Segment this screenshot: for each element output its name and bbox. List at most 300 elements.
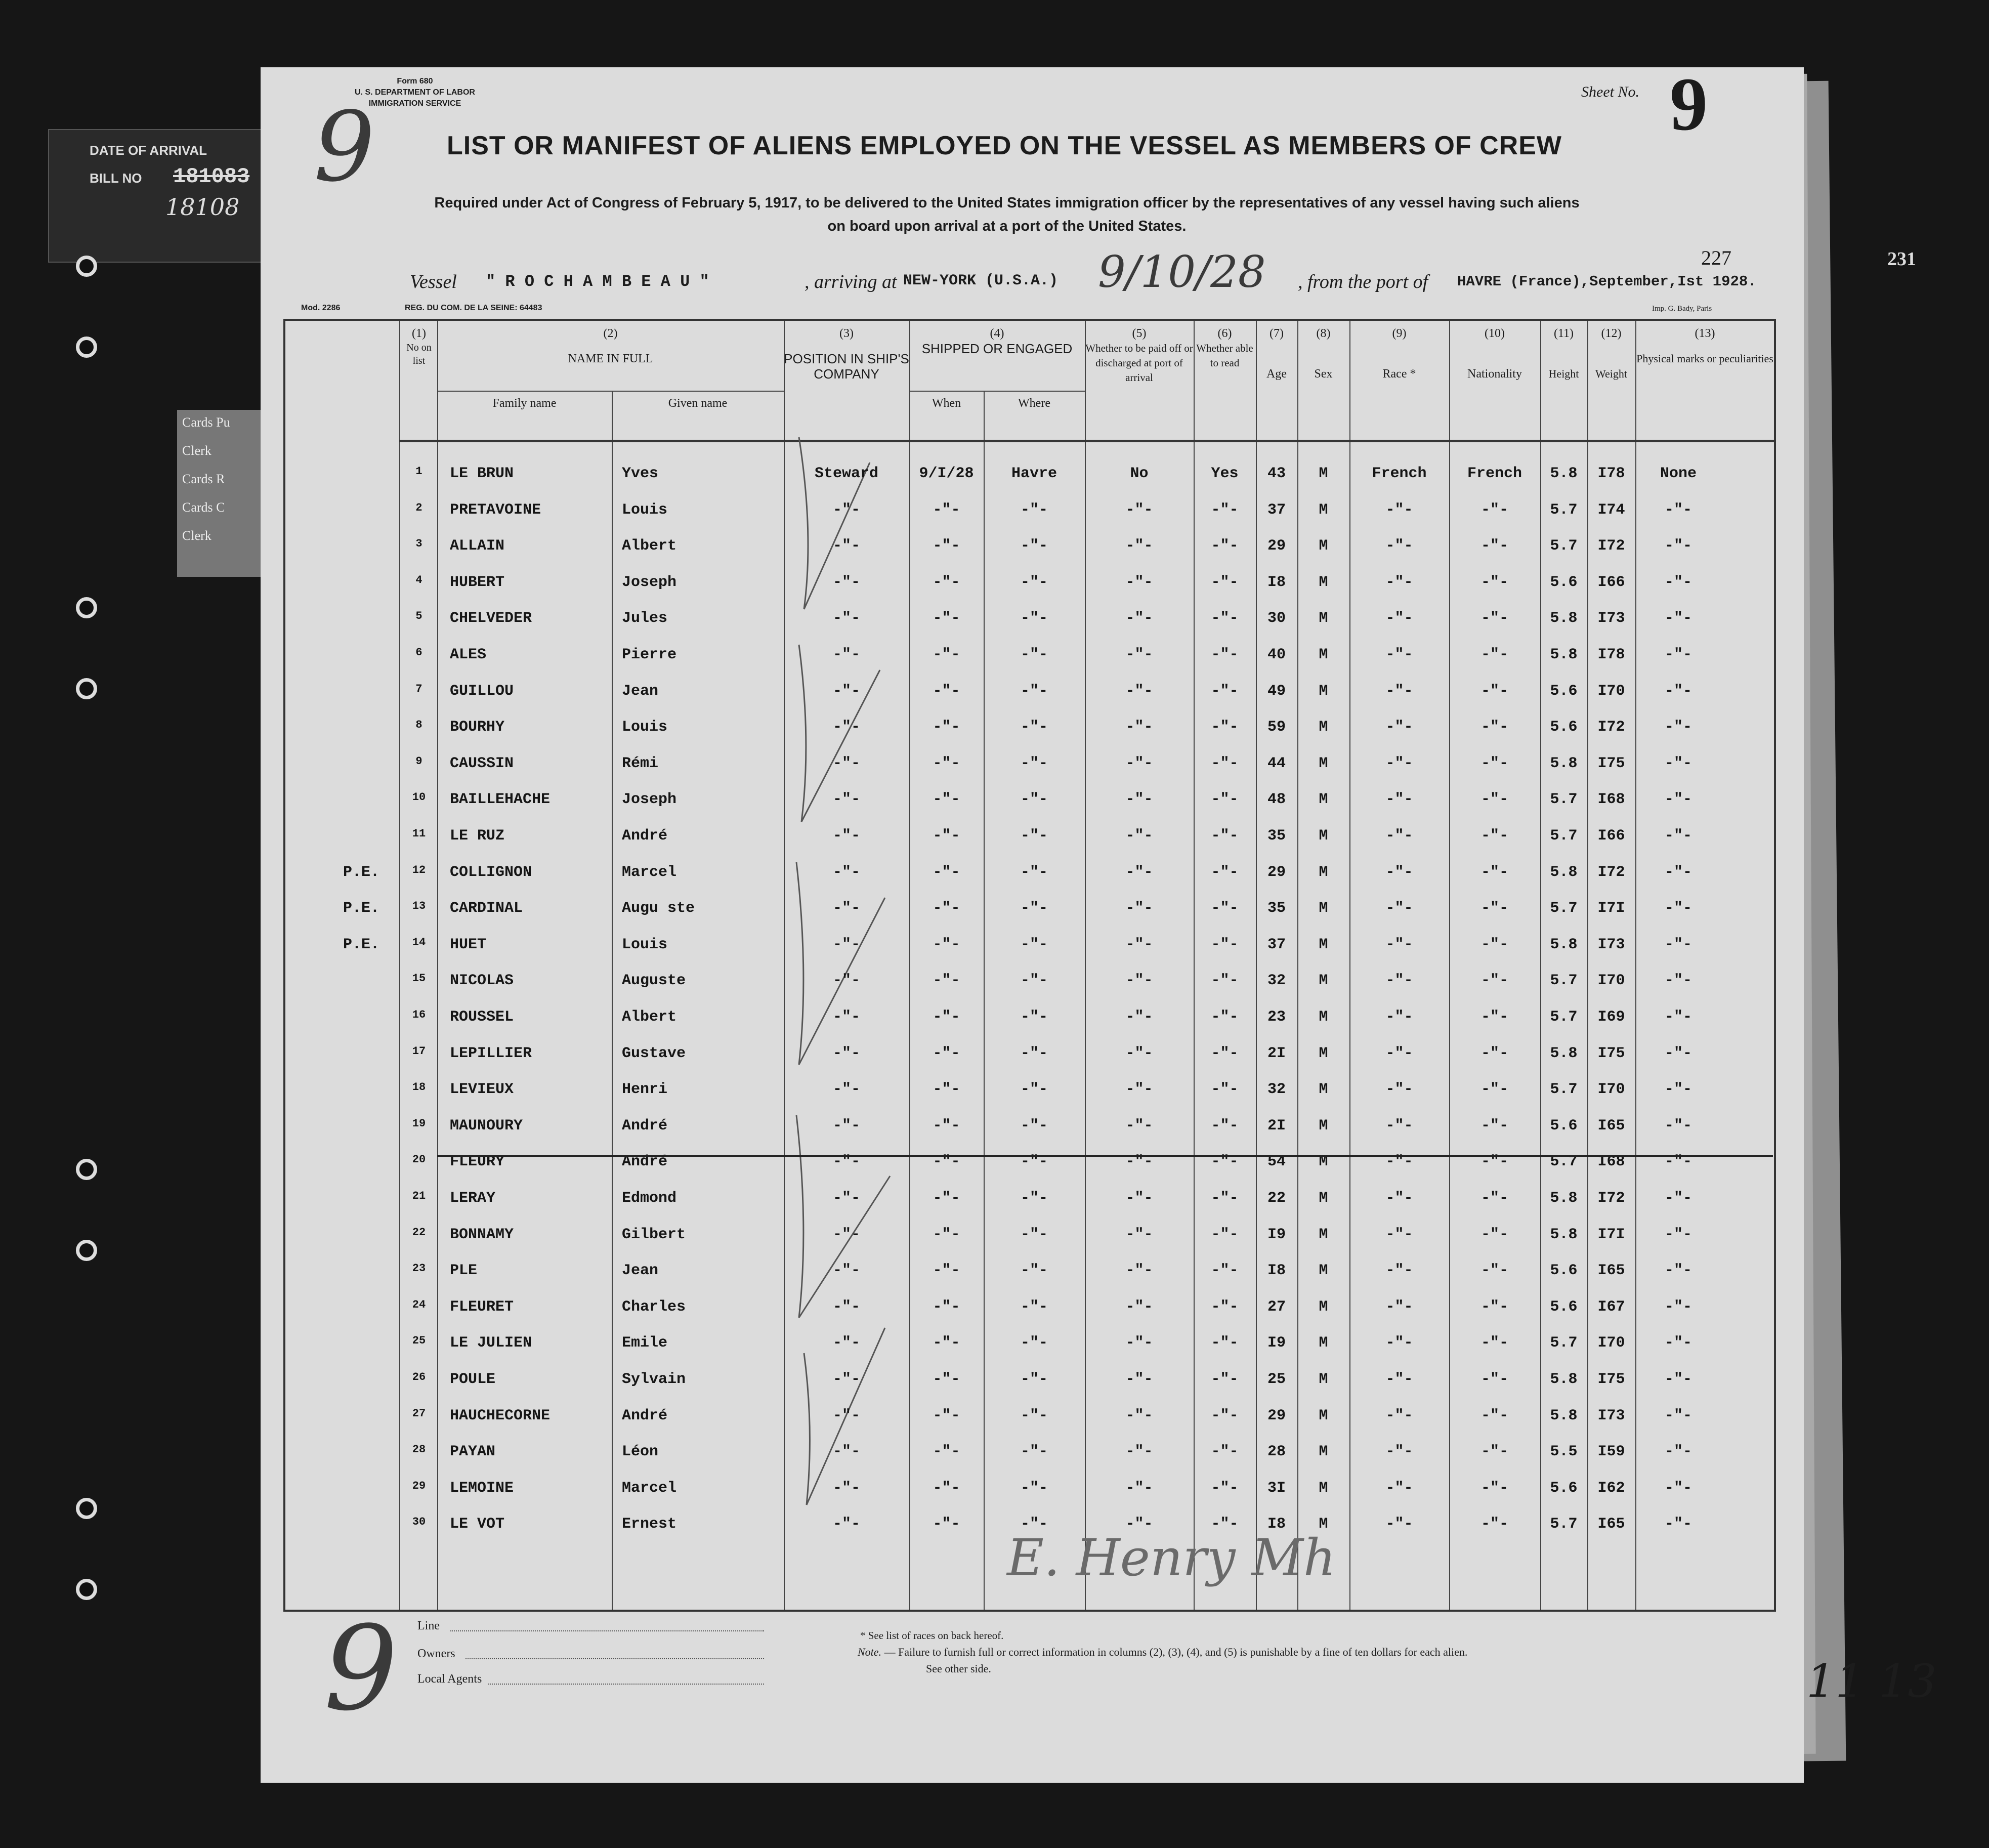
cell-when: -"- <box>933 682 960 700</box>
cell-read: -"- <box>1211 936 1239 953</box>
cell-no: 25 <box>412 1334 426 1348</box>
cell-marks: -"- <box>1664 1371 1692 1388</box>
cell-family: HUBERT <box>450 573 505 591</box>
cell-where: -"- <box>1020 1516 1048 1533</box>
cell-no: 14 <box>412 936 426 949</box>
cell-marks: -"- <box>1664 1298 1692 1316</box>
cell-marks: -"- <box>1664 1226 1692 1243</box>
cell-height: 5.6 <box>1550 1262 1578 1280</box>
cell-sex: M <box>1319 1153 1328 1171</box>
cell-no: 18 <box>412 1081 426 1094</box>
footer-note <box>858 1646 1467 1659</box>
handwritten-9-top: 9 <box>314 91 375 203</box>
cell-sex: M <box>1319 1371 1328 1388</box>
cell-age: 29 <box>1267 863 1286 881</box>
cell-given: Joseph <box>622 791 677 809</box>
cell-sex: M <box>1319 754 1328 772</box>
cell-no: 30 <box>412 1516 426 1529</box>
cell-weight: I65 <box>1597 1516 1625 1533</box>
cell-height: 5.8 <box>1550 863 1578 881</box>
cell-race: -"- <box>1385 1009 1413 1026</box>
cell-position: -"- <box>832 682 860 700</box>
cell-paid: -"- <box>1125 573 1153 591</box>
cell-weight: I66 <box>1597 827 1625 845</box>
cell-marks: -"- <box>1664 682 1692 700</box>
cell-family: LEPILLIER <box>450 1044 532 1062</box>
cell-race: -"- <box>1385 936 1413 953</box>
cell-where: -"- <box>1020 719 1048 736</box>
cell-no: 23 <box>412 1262 426 1275</box>
cell-paid: -"- <box>1125 1117 1153 1135</box>
cell-read: -"- <box>1211 1371 1239 1388</box>
cell-age: 54 <box>1267 1153 1286 1171</box>
footer-line-rule <box>450 1630 764 1631</box>
col4-label: SHIPPED OR ENGAGED <box>921 341 1073 356</box>
cell-family: PRETAVOINE <box>450 501 541 519</box>
cell-given: Marcel <box>622 1479 677 1497</box>
cell-sex: M <box>1319 1516 1328 1533</box>
col11-num: (11) <box>1553 327 1574 340</box>
table-row <box>285 1334 1774 1371</box>
cell-sex: M <box>1319 501 1328 519</box>
table-row <box>285 1009 1774 1045</box>
cell-marks: -"- <box>1664 1479 1692 1497</box>
cell-where: -"- <box>1020 1153 1048 1171</box>
table-row <box>285 791 1774 827</box>
cell-sex: M <box>1319 1443 1328 1461</box>
cell-position: -"- <box>832 972 860 990</box>
cell-family: PAYAN <box>450 1443 496 1461</box>
cell-marks: -"- <box>1664 537 1692 555</box>
table-row <box>285 1443 1774 1480</box>
cell-weight: I78 <box>1597 646 1625 663</box>
cell-weight: I62 <box>1597 1479 1625 1497</box>
cell-height: 5.5 <box>1550 1443 1578 1461</box>
cell-weight: I66 <box>1597 573 1625 591</box>
cell-read: -"- <box>1211 573 1239 591</box>
page-subtitle <box>354 191 1660 238</box>
cell-position: -"- <box>832 719 860 736</box>
sheet-number: 9 <box>1670 62 1708 146</box>
cell-no: 24 <box>412 1298 426 1311</box>
cell-paid: -"- <box>1125 1009 1153 1026</box>
table-row <box>285 1298 1774 1335</box>
cell-height: 5.7 <box>1550 791 1578 809</box>
cell-position: -"- <box>832 1226 860 1243</box>
cell-weight: I68 <box>1597 1153 1625 1171</box>
table-row <box>285 864 1774 900</box>
cell-given: Jean <box>622 1262 659 1280</box>
cell-marks: -"- <box>1664 1262 1692 1280</box>
cell-sex: M <box>1319 1298 1328 1316</box>
cell-where: -"- <box>1020 936 1048 953</box>
cell-nat: -"- <box>1480 1044 1508 1062</box>
cell-nat: -"- <box>1480 646 1508 663</box>
col5-num: (5) <box>1132 327 1147 340</box>
cell-sex: M <box>1319 1117 1328 1135</box>
cell-race: French <box>1372 465 1427 482</box>
cell-when: -"- <box>933 1044 960 1062</box>
cell-no: 5 <box>415 610 422 623</box>
signature: E. Henry Mh <box>1007 1528 1336 1587</box>
cell-weight: I67 <box>1597 1298 1625 1316</box>
cell-read: -"- <box>1211 610 1239 627</box>
cell-height: 5.8 <box>1550 465 1578 482</box>
cell-sex: M <box>1319 1009 1328 1026</box>
cell-family: GUILLOU <box>450 682 514 700</box>
cell-when: -"- <box>933 1516 960 1533</box>
sheet-label: Sheet No. <box>1581 83 1639 100</box>
cell-nat: -"- <box>1480 1298 1508 1316</box>
cell-given: Pierre <box>622 646 677 663</box>
cell-family: BOURHY <box>450 719 505 736</box>
cell-read: -"- <box>1211 1407 1239 1424</box>
cell-race: -"- <box>1385 1407 1413 1424</box>
cell-position: -"- <box>832 1044 860 1062</box>
cell-paid: -"- <box>1125 1443 1153 1461</box>
cell-weight: I73 <box>1597 610 1625 627</box>
cell-given: André <box>622 1153 668 1171</box>
cell-sex: M <box>1319 936 1328 953</box>
slip-line: Cards Pu <box>182 415 230 430</box>
when-header: When <box>932 397 961 410</box>
cell-when: -"- <box>933 1117 960 1135</box>
cell-paid: -"- <box>1125 1407 1153 1424</box>
cell-where: -"- <box>1020 646 1048 663</box>
cell-sex: M <box>1319 1479 1328 1497</box>
arrival-stamp <box>48 129 288 263</box>
cell-where: -"- <box>1020 972 1048 990</box>
cell-age: 27 <box>1267 1298 1286 1316</box>
cell-given: Louis <box>622 501 668 519</box>
cell-where: -"- <box>1020 1009 1048 1026</box>
cell-height: 5.7 <box>1550 1516 1578 1533</box>
cell-weight: I65 <box>1597 1117 1625 1135</box>
cell-paid: -"- <box>1125 646 1153 663</box>
reg-number: REG. DU COM. DE LA SEINE: 64483 <box>405 304 542 312</box>
cell-given: Emile <box>622 1334 668 1352</box>
cell-position: -"- <box>832 1371 860 1388</box>
cell-position: -"- <box>832 1479 860 1497</box>
cell-race: -"- <box>1385 573 1413 591</box>
cell-height: 5.7 <box>1550 1153 1578 1171</box>
cell-family: LEMOINE <box>450 1479 514 1497</box>
cell-age: 23 <box>1267 1009 1286 1026</box>
stamp-handwritten-number: 18108 <box>165 193 240 221</box>
cell-paid: -"- <box>1125 972 1153 990</box>
cell-family: LE RUZ <box>450 827 505 845</box>
cell-family: CARDINAL <box>450 900 523 917</box>
cell-no: 2 <box>415 501 422 514</box>
cell-nat: -"- <box>1480 719 1508 736</box>
col8-num: (8) <box>1316 327 1331 340</box>
cell-race: -"- <box>1385 827 1413 845</box>
cell-race: -"- <box>1385 501 1413 519</box>
cell-height: 5.8 <box>1550 1044 1578 1062</box>
cell-position: Steward <box>814 465 879 482</box>
cell-family: LE VOT <box>450 1516 505 1533</box>
cell-paid: -"- <box>1125 863 1153 881</box>
cell-nat: -"- <box>1480 1516 1508 1533</box>
cell-height: 5.7 <box>1550 1081 1578 1099</box>
cell-read: -"- <box>1211 754 1239 772</box>
cell-position: -"- <box>832 1190 860 1207</box>
cell-nat: -"- <box>1480 1334 1508 1352</box>
footer-note-label: Note. <box>858 1646 882 1658</box>
cell-sex: M <box>1319 537 1328 555</box>
cell-sex: M <box>1319 1262 1328 1280</box>
cell-when: -"- <box>933 1371 960 1388</box>
cell-marks: -"- <box>1664 754 1692 772</box>
table-row <box>285 574 1774 610</box>
stamp-date-label: DATE OF ARRIVAL <box>90 143 207 158</box>
cell-marks: -"- <box>1664 900 1692 917</box>
cell-family: NICOLAS <box>450 972 514 990</box>
cell-marks: -"- <box>1664 1117 1692 1135</box>
cell-age: 35 <box>1267 900 1286 917</box>
cell-where: -"- <box>1020 573 1048 591</box>
cell-where: -"- <box>1020 754 1048 772</box>
handwritten-bottom-right: 11 13 <box>1806 1655 1937 1708</box>
footer-agents-label: Local Agents <box>417 1672 482 1686</box>
cell-position: -"- <box>832 1298 860 1316</box>
cell-read: -"- <box>1211 1443 1239 1461</box>
footer-line-label: Line <box>417 1619 440 1632</box>
cell-position: -"- <box>832 501 860 519</box>
cell-age: 29 <box>1267 537 1286 555</box>
table-row <box>285 537 1774 574</box>
col13-label: Physical marks or peculiarities <box>1636 352 1773 365</box>
cell-age: 28 <box>1267 1443 1286 1461</box>
cell-paid: -"- <box>1125 1516 1153 1533</box>
cell-age: 37 <box>1267 501 1286 519</box>
cell-read: -"- <box>1211 791 1239 809</box>
cell-read: -"- <box>1211 719 1239 736</box>
cell-position: -"- <box>832 1407 860 1424</box>
cell-read: -"- <box>1211 1044 1239 1062</box>
cell-marks: -"- <box>1664 1044 1692 1062</box>
stamp-bill-number: 181083 <box>173 164 250 189</box>
cell-marks: -"- <box>1664 1190 1692 1207</box>
cell-when: -"- <box>933 610 960 627</box>
cell-marks: -"- <box>1664 610 1692 627</box>
cell-read: -"- <box>1211 1262 1239 1280</box>
cell-read: -"- <box>1211 1298 1239 1316</box>
cell-where: -"- <box>1020 682 1048 700</box>
cell-age: 29 <box>1267 1407 1286 1424</box>
form-service: IMMIGRATION SERVICE <box>368 99 461 108</box>
cell-where: -"- <box>1020 1443 1048 1461</box>
cell-height: 5.6 <box>1550 1479 1578 1497</box>
cell-weight: I72 <box>1597 719 1625 736</box>
cell-when: -"- <box>933 972 960 990</box>
cell-given: Gilbert <box>622 1226 686 1243</box>
cell-when: -"- <box>933 1443 960 1461</box>
cell-nat: -"- <box>1480 1407 1508 1424</box>
cell-weight: I73 <box>1597 1407 1625 1424</box>
col2-num: (2) <box>603 327 618 340</box>
cell-sex: M <box>1319 682 1328 700</box>
cell-no: 13 <box>412 900 426 913</box>
cell-sex: M <box>1319 972 1328 990</box>
col1-label: No on list <box>406 342 432 366</box>
cell-position: -"- <box>832 900 860 917</box>
cell-family: ROUSSEL <box>450 1009 514 1026</box>
handwritten-date: 9/10/28 <box>1098 247 1266 298</box>
cell-when: -"- <box>933 1479 960 1497</box>
cell-weight: I75 <box>1597 754 1625 772</box>
cell-where: -"- <box>1020 1081 1048 1099</box>
page-title: LIST OR MANIFEST OF ALIENS EMPLOYED ON THE VESSEL AS MEMBERS OF CREW <box>447 131 1562 160</box>
cell-given: Jean <box>622 682 659 700</box>
cell-marks: -"- <box>1664 827 1692 845</box>
cell-read: -"- <box>1211 1516 1239 1533</box>
cell-read: -"- <box>1211 972 1239 990</box>
cell-paid: -"- <box>1125 1298 1153 1316</box>
cell-paid: -"- <box>1125 900 1153 917</box>
cell-age: 3I <box>1267 1479 1286 1497</box>
from-port: HAVRE (France),September,Ist 1928. <box>1457 273 1757 290</box>
cell-race: -"- <box>1385 1117 1413 1135</box>
cell-when: -"- <box>933 1190 960 1207</box>
cell-marks: -"- <box>1664 1516 1692 1533</box>
cell-position: -"- <box>832 754 860 772</box>
cell-paid: -"- <box>1125 791 1153 809</box>
cell-when: -"- <box>933 827 960 845</box>
cell-when: -"- <box>933 1262 960 1280</box>
cell-marks: -"- <box>1664 972 1692 990</box>
table-rows <box>285 321 1774 1610</box>
cell-given: André <box>622 1117 668 1135</box>
cell-height: 5.6 <box>1550 573 1578 591</box>
cell-no: 8 <box>415 719 422 732</box>
col3-label: POSITION IN SHIP'S COMPANY <box>784 351 909 382</box>
cell-marks: -"- <box>1664 501 1692 519</box>
col8-label: Sex <box>1314 367 1333 381</box>
table-row <box>285 1262 1774 1298</box>
cell-nat: -"- <box>1480 610 1508 627</box>
cell-where: -"- <box>1020 1044 1048 1062</box>
cell-race: -"- <box>1385 791 1413 809</box>
cell-sex: M <box>1319 791 1328 809</box>
cell-weight: I59 <box>1597 1443 1625 1461</box>
cell-marks: -"- <box>1664 936 1692 953</box>
cell-read: -"- <box>1211 1117 1239 1135</box>
cell-marks: -"- <box>1664 646 1692 663</box>
cell-when: -"- <box>933 1081 960 1099</box>
cell-position: -"- <box>832 537 860 555</box>
table-row <box>285 1480 1774 1516</box>
pe-mark: P.E. <box>343 936 379 953</box>
cell-paid: -"- <box>1125 1334 1153 1352</box>
cell-given: Léon <box>622 1443 659 1461</box>
cell-race: -"- <box>1385 682 1413 700</box>
cell-sex: M <box>1319 646 1328 663</box>
crew-table <box>283 319 1776 1612</box>
cell-sex: M <box>1319 1190 1328 1207</box>
cell-read: -"- <box>1211 1334 1239 1352</box>
table-row <box>285 683 1774 719</box>
cell-read: -"- <box>1211 682 1239 700</box>
cell-no: 11 <box>412 827 426 840</box>
binder-hole <box>76 1498 97 1519</box>
cell-weight: I72 <box>1597 863 1625 881</box>
cell-race: -"- <box>1385 610 1413 627</box>
cell-position: -"- <box>832 791 860 809</box>
cell-sex: M <box>1319 863 1328 881</box>
cell-race: -"- <box>1385 1044 1413 1062</box>
cell-nat: -"- <box>1480 827 1508 845</box>
cell-given: André <box>622 1407 668 1424</box>
cell-nat: French <box>1467 465 1522 482</box>
cell-read: -"- <box>1211 1190 1239 1207</box>
binder-hole <box>76 256 97 277</box>
cell-height: 5.7 <box>1550 1009 1578 1026</box>
col6-label: Whether able to read <box>1196 342 1253 369</box>
cell-sex: M <box>1319 1081 1328 1099</box>
cell-nat: -"- <box>1480 501 1508 519</box>
cell-family: COLLIGNON <box>450 863 532 881</box>
cell-weight: I75 <box>1597 1044 1625 1062</box>
footer-races-note: * See list of races on back hereof. <box>860 1629 1004 1642</box>
cell-given: Auguste <box>622 972 686 990</box>
cell-nat: -"- <box>1480 863 1508 881</box>
cell-family: BONNAMY <box>450 1226 514 1243</box>
col12-label: Weight <box>1595 367 1627 380</box>
given-name-header: Given name <box>668 397 728 410</box>
form-number: Form 680 <box>397 77 433 86</box>
col2-label: NAME IN FULL <box>568 352 653 365</box>
slip-line: Cards C <box>182 500 225 515</box>
cell-no: 27 <box>412 1407 426 1420</box>
cell-read: -"- <box>1211 1479 1239 1497</box>
cell-read: -"- <box>1211 900 1239 917</box>
cell-race: -"- <box>1385 537 1413 555</box>
cell-nat: -"- <box>1480 791 1508 809</box>
table-row <box>285 1371 1774 1407</box>
cell-marks: -"- <box>1664 1009 1692 1026</box>
cell-age: I9 <box>1267 1226 1286 1243</box>
cell-family: CAUSSIN <box>450 754 514 772</box>
cell-nat: -"- <box>1480 1081 1508 1099</box>
cell-weight: I75 <box>1597 1371 1625 1388</box>
cell-when: -"- <box>933 936 960 953</box>
footer-owners-rule <box>465 1658 764 1659</box>
col7-label: Age <box>1266 367 1287 381</box>
cell-marks: -"- <box>1664 1443 1692 1461</box>
cell-when: -"- <box>933 719 960 736</box>
cell-family: LE BRUN <box>450 465 514 482</box>
cell-where: -"- <box>1020 1334 1048 1352</box>
cell-given: Joseph <box>622 573 677 591</box>
cell-marks: -"- <box>1664 1334 1692 1352</box>
cell-no: 28 <box>412 1443 426 1456</box>
cell-no: 6 <box>415 646 422 659</box>
cell-when: -"- <box>933 573 960 591</box>
binder-hole <box>76 337 97 358</box>
cell-race: -"- <box>1385 1443 1413 1461</box>
table-row <box>285 827 1774 864</box>
cell-age: 22 <box>1267 1190 1286 1207</box>
cell-given: Jules <box>622 610 668 627</box>
cell-read: -"- <box>1211 501 1239 519</box>
cell-no: 9 <box>415 754 422 768</box>
col4-num: (4) <box>990 327 1004 340</box>
subtitle-line: Required under Act of Congress of February 5, 1917, to be delivered to the United States immigration officer by the representatives of any vessel having such aliens <box>434 195 1580 211</box>
cell-given: Albert <box>622 1009 677 1026</box>
cell-age: 2I <box>1267 1044 1286 1062</box>
table-row <box>285 755 1774 791</box>
